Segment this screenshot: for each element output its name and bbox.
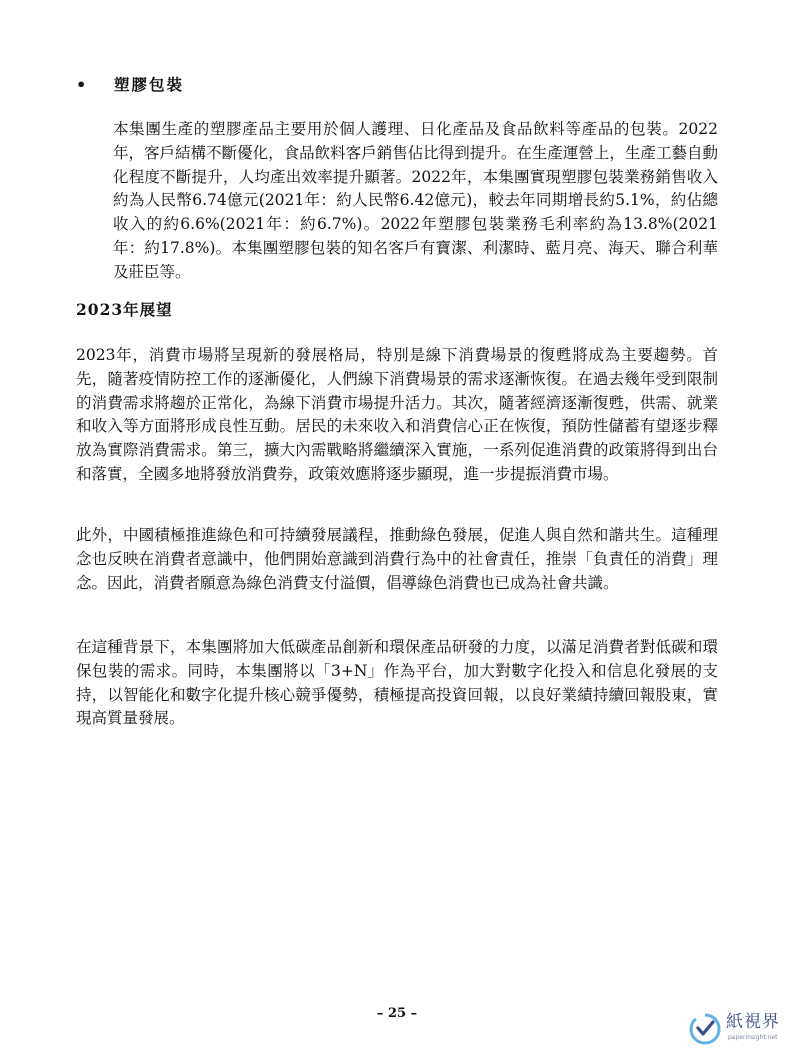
paperinsight-logo-icon	[688, 1012, 722, 1046]
bullet-heading-row	[76, 72, 716, 98]
plastic-packaging-paragraph: 本集團生產的塑膠產品主要用於個人護理、日化產品及食品飲料等產品的包裝。2022年，客戶結構不斷優化，食品飲料客戶銷售佔比得到提升。在生產運營上，生產工藝自動化程度不斷提升，人均產出效率提升顯著。2022年，本集團實現塑膠包裝業務銷售收入約為人民幣6.74億元(2021年：約人民幣6.42億元)，較去年同期增長約5.1%，約佔總收入的約6.6%(2021年：約6.7%)。2022年塑膠包裝業務毛利率約為13.8%(2021年：約17.8%)。本集團塑膠包裝的知名客戶有寶潔、利潔時、藍月亮、海天、聯合利華及莊臣等。	[113, 120, 718, 281]
outlook-paragraph-3: 在這種背景下，本集團將加大低碳產品創新和環保產品研發的力度，以滿足消費者對低碳和環保包裝的需求。同時，本集團將以「3+N」作為平台，加大對數字化投入和信息化發展的支持，以智能化和數字化提升核心競爭優勢，積極提高投資回報，以良好業績持續回報股東，實現高質量發展。	[76, 638, 718, 728]
watermark-title: 紙視界	[726, 1012, 780, 1032]
outlook-paragraph-1: 2023年，消費市場將呈現新的發展格局，特別是線下消費場景的復甦將成為主要趨勢。首先，隨著疫情防控工作的逐漸優化，人們線下消費場景的需求逐漸恢復。在過去幾年受到限制的消費需求將趨於正常化，為線下消費市場提升活力。其次，隨著經濟逐漸復甦，供需、就業和收入等方面將形成良性互動。居民的未來收入和消費信心正在恢復，預防性儲蓄有望逐步釋放為實際消費需求。第三，擴大內需戰略將繼續深入實施，一系列促進消費的政策將得到出台和落實，全國多地將發放消費券，政策效應將逐步顯現，進一步提振消費市場。	[76, 346, 718, 483]
page-number: – 25 –	[376, 1006, 418, 1021]
bullet-icon: •	[76, 75, 87, 94]
plastic-packaging-heading: 塑膠包裝	[114, 75, 185, 94]
outlook-paragraph-2: 此外，中國積極推進綠色和可持續發展議程，推動綠色發展，促進人與自然和諧共生。這種理念也反映在消費者意識中，他們開始意識到消費行為中的社會責任，推崇「負責任的消費」理念。因此，消費者願意為綠色消費支付溢價，倡導綠色消費也已成為社會共識。	[76, 526, 718, 592]
outlook-heading: 2023年展望	[76, 300, 173, 319]
watermark	[688, 1010, 784, 1050]
watermark-subtitle: paperinsight.net	[728, 1034, 778, 1041]
